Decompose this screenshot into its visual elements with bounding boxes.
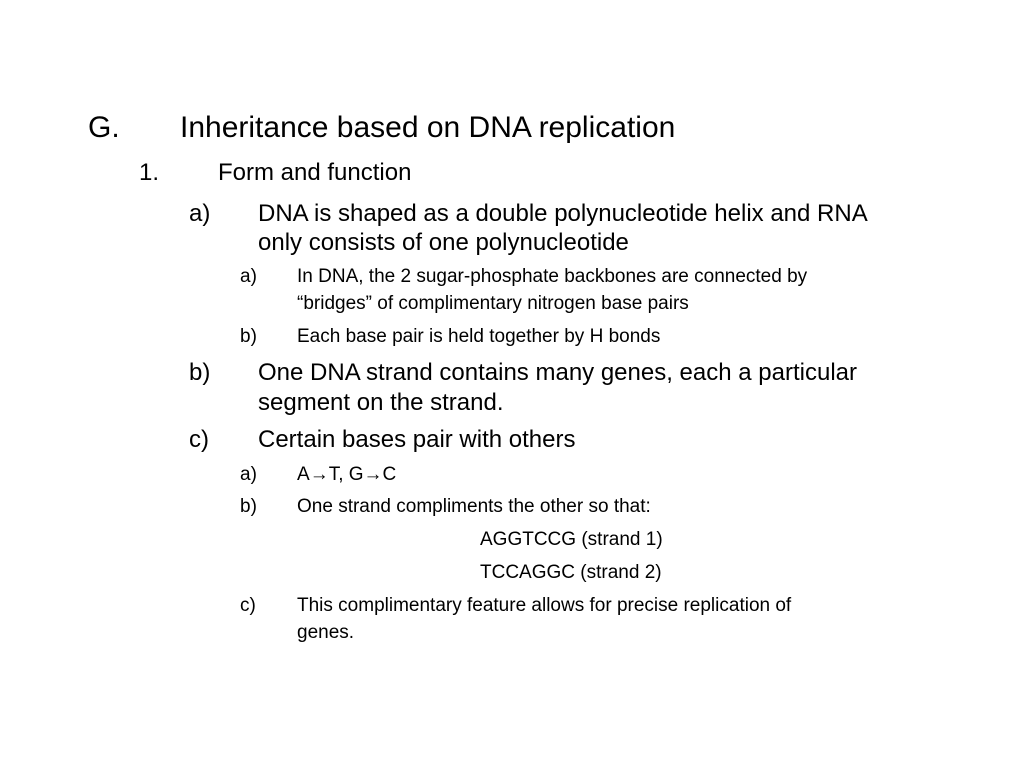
item-a-text-line1: DNA is shaped as a double polynucleotide helix and RNA	[258, 200, 868, 227]
strand-1: AGGTCCG (strand 1)	[480, 529, 663, 550]
item-a-marker: a)	[189, 200, 211, 227]
base-t-g: T, G	[328, 464, 364, 485]
heading-marker: G.	[88, 111, 120, 144]
item-b-marker: b)	[189, 359, 211, 386]
item-a-text-line2: only consists of one polynucleotide	[258, 229, 629, 256]
arrow-right-icon: →	[309, 464, 329, 485]
item-a-sub-a-marker: a)	[240, 266, 257, 287]
item-c-marker: c)	[189, 426, 209, 453]
heading-title: Inheritance based on DNA replication	[180, 111, 676, 144]
base-c: C	[382, 464, 397, 485]
item-b-text-line2: segment on the strand.	[258, 389, 504, 416]
item-b-text-line1: One DNA strand contains many genes, each a particular	[258, 359, 857, 386]
section-marker: 1.	[139, 159, 160, 186]
item-c-text-line1: Certain bases pair with others	[258, 426, 576, 453]
item-a-sub-a-line1: In DNA, the 2 sugar-phosphate backbones are connected by	[297, 266, 808, 287]
strand-2: TCCAGGC (strand 2)	[480, 562, 662, 583]
item-a-sub-a-line2: “bridges” of complimentary nitrogen base pairs	[297, 293, 689, 314]
base-a: A	[297, 464, 310, 485]
item-c-sub-c-marker: c)	[240, 595, 256, 616]
item-a-sub-b-marker: b)	[240, 326, 257, 347]
item-c-sub-b-line1: One strand compliments the other so that:	[297, 496, 651, 517]
item-c-sub-b-marker: b)	[240, 496, 257, 517]
base-pair-text	[297, 464, 396, 486]
item-c-sub-a-marker: a)	[240, 464, 257, 485]
item-c-sub-c-line2: genes.	[297, 622, 355, 643]
item-c-sub-c-line1: This complimentary feature allows for precise replication of	[297, 595, 792, 616]
section-title: Form and function	[218, 159, 412, 186]
item-a-sub-b-line1: Each base pair is held together by H bonds	[297, 326, 661, 347]
arrow-right-icon: →	[363, 464, 383, 485]
